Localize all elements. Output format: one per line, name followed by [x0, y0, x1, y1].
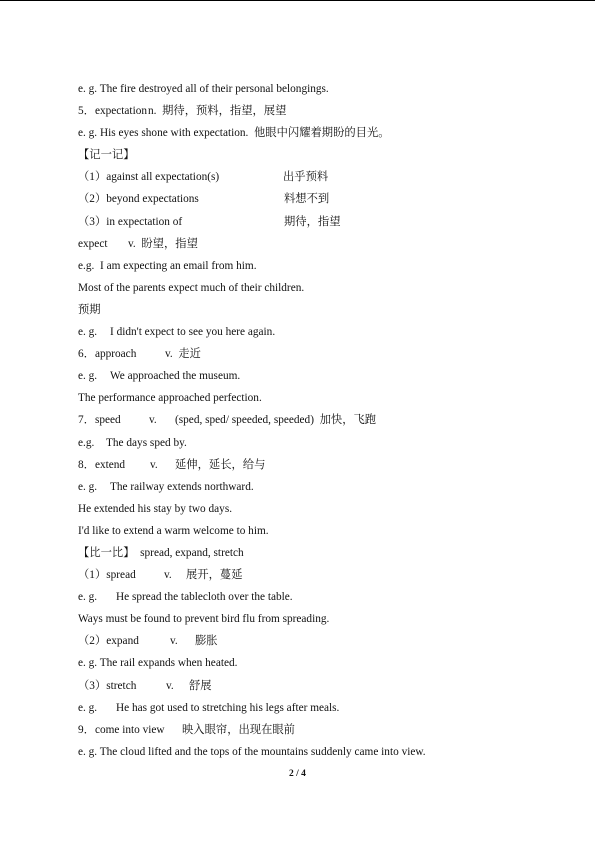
text-segment: v. 盼望，指望 [128, 237, 198, 250]
text-line [78, 277, 548, 299]
text-segment: e. g. The fire destroyed all of their personal belongings. [78, 83, 329, 95]
text-segment: 展开，蔓延 [186, 569, 243, 582]
text-segment: 7．speed [78, 414, 121, 427]
text-line [78, 697, 548, 719]
text-segment: v. 走近 [165, 348, 201, 361]
text-line [78, 78, 548, 100]
text-line [78, 233, 548, 255]
text-line [78, 166, 548, 188]
text-segment: e.g. [78, 259, 95, 272]
text-segment: 9．come into view [78, 723, 165, 736]
text-segment: I'd like to extend a warm welcome to him. [78, 524, 269, 537]
text-line [78, 365, 548, 387]
text-segment: He spread the tablecloth over the table. [116, 591, 293, 604]
text-line [78, 520, 548, 542]
text-segment: e. g. The rail expands when heated. [78, 657, 238, 670]
text-segment: e. g. His eyes shone with expectation. 他眼中闪耀着期盼的目光。 [78, 127, 390, 140]
text-segment: 出乎预料 [283, 171, 329, 184]
text-segment: 【记一记】 [78, 149, 135, 162]
text-segment: 膨胀 [195, 635, 218, 648]
text-segment: The days sped by. [106, 436, 187, 449]
text-segment: （2）beyond expectations [78, 193, 199, 206]
text-line [78, 100, 548, 122]
text-segment: v. [166, 679, 174, 692]
text-line [78, 652, 548, 674]
text-segment: I didn't expect to see you here again. [110, 326, 276, 339]
text-line [78, 188, 548, 210]
text-segment: （1）against all expectation(s) [78, 171, 220, 184]
text-segment: 【比一比】 spread, expand, stretch [78, 546, 244, 559]
text-line [78, 387, 548, 409]
text-segment: v. [170, 635, 178, 648]
text-line [78, 498, 548, 520]
text-segment: 5．expectation [78, 105, 148, 118]
text-segment: e.g. [78, 436, 95, 449]
text-line [78, 630, 548, 652]
text-segment: （2）expand [78, 635, 139, 648]
text-line [78, 608, 548, 630]
text-segment: 6．approach [78, 348, 137, 361]
text-segment: Most of the parents expect much of their children. [78, 281, 305, 294]
text-segment: 预期 [78, 303, 101, 316]
text-line [78, 122, 548, 144]
text-segment: e. g. The cloud lifted and the tops of the mountains suddenly came into view. [78, 745, 426, 758]
text-segment: （3）stretch [78, 679, 137, 692]
text-segment: e. g. [78, 370, 98, 383]
text-line [78, 299, 548, 321]
text-segment: The railway extends northward. [110, 480, 254, 493]
text-line [78, 321, 548, 343]
text-segment: The performance approached perfection. [78, 392, 262, 405]
page-number: 2 / 4 [289, 769, 306, 779]
text-line [78, 542, 548, 564]
text-segment: e. g. [78, 326, 98, 339]
text-line [78, 343, 548, 365]
text-line [78, 409, 548, 431]
top-border-line [0, 0, 595, 1]
text-line [78, 144, 548, 166]
text-segment: （3）in expectation of [78, 215, 183, 228]
text-line [78, 255, 548, 277]
text-segment: 期待，指望 [284, 215, 341, 228]
document-body [78, 78, 548, 763]
text-segment: 舒展 [189, 679, 212, 692]
text-line [78, 719, 548, 741]
text-segment: e. g. [78, 591, 98, 604]
text-segment: （1）spread [78, 569, 136, 582]
text-segment: I am expecting an email from him. [100, 259, 257, 272]
text-segment: (sped, sped/ speeded, speeded) 加快，飞跑 [175, 414, 377, 427]
text-segment: 映入眼帘，出现在眼前 [182, 723, 295, 736]
text-segment: e. g. [78, 701, 98, 714]
text-line [78, 741, 548, 763]
text-segment: v. [150, 458, 158, 471]
text-segment: n. 期待，预料，指望，展望 [148, 105, 287, 118]
text-segment: e. g. [78, 480, 98, 493]
text-segment: 料想不到 [284, 193, 330, 206]
text-segment: v. [164, 569, 172, 582]
text-segment: 8．extend [78, 458, 126, 471]
text-segment: v. [149, 414, 157, 427]
text-line [78, 476, 548, 498]
text-line [78, 564, 548, 586]
text-line [78, 211, 548, 233]
text-segment: He extended his stay by two days. [78, 502, 233, 515]
text-segment: 延伸，延长，给与 [175, 458, 266, 471]
text-line [78, 432, 548, 454]
text-line [78, 454, 548, 476]
text-segment: Ways must be found to prevent bird flu from spreading. [78, 613, 330, 626]
text-segment: expect [78, 237, 108, 250]
text-line [78, 675, 548, 697]
text-segment: We approached the museum. [110, 370, 241, 383]
text-line [78, 586, 548, 608]
text-segment: He has got used to stretching his legs after meals. [116, 701, 340, 714]
